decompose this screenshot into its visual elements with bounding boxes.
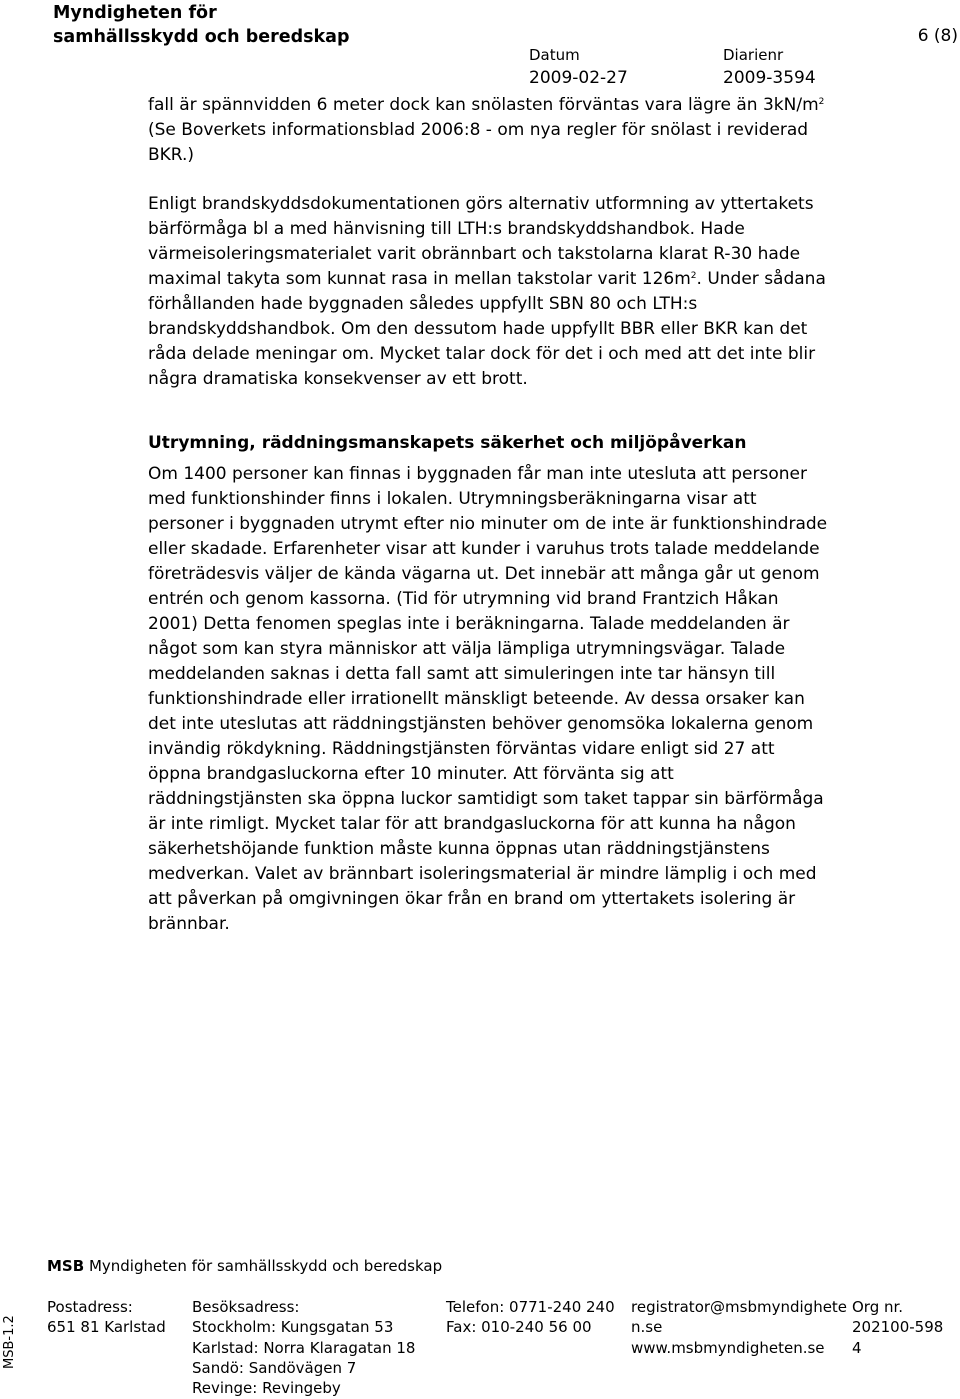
date-label: Datum <box>529 46 580 64</box>
visit-label: Besöksadress: <box>192 1298 300 1316</box>
paragraph-text: (Se Boverkets informationsblad 2006:8 - om nya regler för snölast i reviderad BKR.) <box>148 120 809 165</box>
date-value: 2009-02-27 <box>529 68 628 88</box>
email-line1[interactable]: registrator@msbmyndighete <box>631 1298 848 1316</box>
footer-visit-address <box>192 1297 415 1398</box>
superscript: 2 <box>690 271 697 281</box>
visit-stockholm: Stockholm: Kungsgatan 53 <box>192 1318 394 1337</box>
visit-sando: Sandö: Sandövägen 7 <box>192 1358 357 1377</box>
footer-contact <box>446 1297 615 1338</box>
phone-number: Telefon: 0771-240 240 <box>446 1298 615 1316</box>
footer-brand-name: Myndigheten för samhällsskydd och beredskap <box>84 1257 443 1275</box>
footer-online <box>631 1297 847 1358</box>
footer-org-number <box>852 1297 943 1358</box>
registration-value: 2009-3594 <box>723 68 816 88</box>
page-number: 6 (8) <box>917 26 958 46</box>
paragraph-text: fall är spännvidden 6 meter dock kan snölasten förväntas vara lägre än 3kN/m <box>148 95 819 115</box>
email-line2[interactable]: n.se <box>631 1318 663 1337</box>
visit-revinge: Revinge: Revingeby <box>192 1379 341 1398</box>
organization-name-line1: Myndigheten för <box>53 3 217 23</box>
registration-label: Diarienr <box>723 46 784 64</box>
website-link[interactable]: www.msbmyndigheten.se <box>631 1338 825 1357</box>
organization-name-line2: samhällsskydd och beredskap <box>53 27 350 47</box>
organization-name <box>53 1 350 49</box>
postal-value: 651 81 Karlstad <box>47 1318 166 1337</box>
footer-organization <box>47 1256 442 1276</box>
paragraph-snow-load <box>148 93 828 168</box>
section-heading: Utrymning, räddningsmanskapets säkerhet och miljöpåverkan <box>148 433 747 453</box>
org-number-label: Org nr. <box>852 1298 904 1316</box>
paragraph-text: Enligt brandskyddsdokumentationen görs alternativ utformning av yttertakets bärförmåga bl a med hänvisning till LTH:s brandskyddshandbok. Hade värmeisoleringsmaterialet varit obrännbart och takstolarna klarat R-30 hade maximal takyta som kunnat rasa in mellan takstolar varit 126m <box>148 194 814 289</box>
paragraph-evacuation: Om 1400 personer kan finnas i byggnaden får man inte utesluta att personer med funktionshinder finns i lokalen. Utrymningsberäkningarna visar att personer i byggnaden utrymt efter nio minuter om de inte är funktionshindrade eller skadade. Erfarenheter visar att kunder i varuhus trots talade meddelande företrädesvis väljer de kända vägarna ut. Det innebär att många går ut genom entrén och genom kassorna. (Tid för utrymning vid brand Frantzich Håkan 2001) Detta fenomen speglas inte i beräkningarna. Talade meddelanden är något som kan styra människor att välja lämpliga utrymningsvägar. Talade meddelanden saknas i detta fall samt att simuleringen inte tar hänsyn till funktionshindrade eller irrationellt mänskligt beteende. Av dessa orsaker kan det inte uteslutas att räddningstjänsten behöver genomsöka lokalerna genom invändig rökdykning. Räddningstjänsten förväntas vidare enligt sid 27 att öppna brandgasluckorna efter 10 minuter. Att förvänta sig att räddningstjänsten ska öppna luckor samtidigt som taket tappar sin bärförmåga är inte rimligt. Mycket talar för att brandgasluckorna för att kunna ha någon säkerhetshöjande funktion måste kunna öppnas utan räddningstjänstens medverkan. Valet av brännbart isoleringsmaterial är mindre lämplig i och med att påverkan på omgivningen ökar från en brand om yttertakets isolering är brännbar. <box>148 464 828 934</box>
postal-label: Postadress: <box>47 1298 133 1316</box>
org-number-line1: 202100-598 <box>852 1318 944 1337</box>
fax-number: Fax: 010-240 56 00 <box>446 1318 592 1337</box>
form-code: MSB-1.2 <box>2 1315 17 1369</box>
footer-postal <box>47 1297 166 1338</box>
paragraph-text: . Under sådana förhållanden hade byggnaden således uppfyllt SBN 80 och LTH:s brandskyddshandbok. Om den dessutom hade uppfyllt BBR eller BKR kan det råda delade meningar om. Mycket talar dock för det i och med att det inte blir några dramatiska konsekvenser av ett brott. <box>148 269 826 389</box>
paragraph-fire-documentation <box>148 192 828 392</box>
footer-brand: MSB <box>47 1257 85 1275</box>
superscript: 2 <box>818 97 825 107</box>
visit-karlstad: Karlstad: Norra Klaragatan 18 <box>192 1338 416 1357</box>
org-number-line2: 4 <box>852 1338 862 1357</box>
document-body <box>148 93 828 937</box>
